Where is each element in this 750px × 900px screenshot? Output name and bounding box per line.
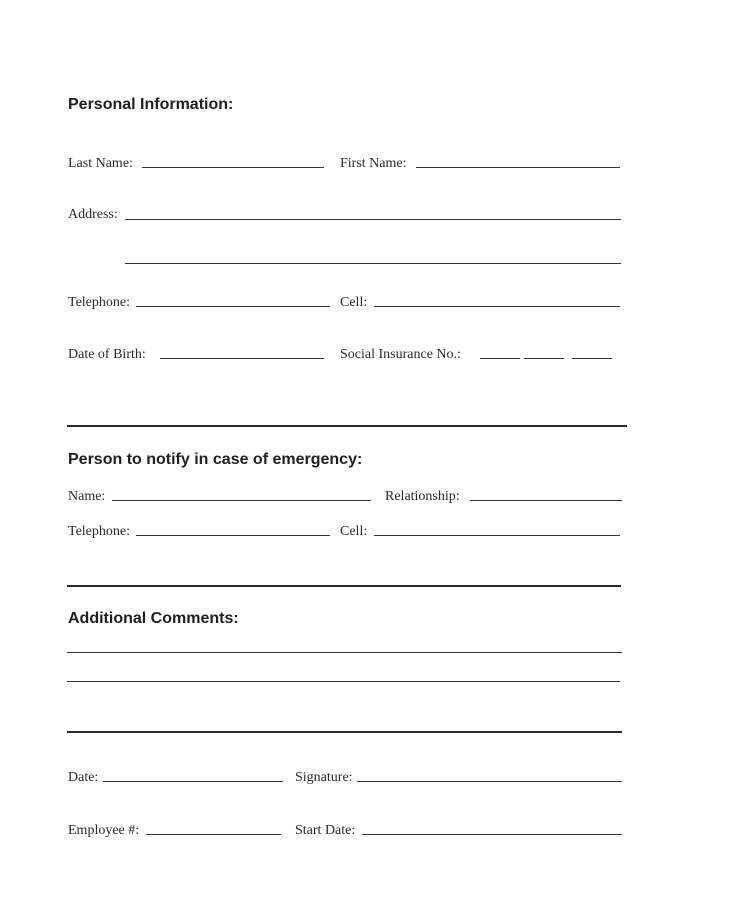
section-divider-2	[67, 585, 621, 587]
last-name-field[interactable]	[142, 167, 324, 168]
address-label: Address:	[68, 207, 118, 222]
emergency-contact-heading: Person to notify in case of emergency:	[68, 451, 363, 468]
address-field-line-2[interactable]	[125, 263, 621, 264]
emergency-name-field[interactable]	[112, 500, 371, 501]
employee-number-label: Employee #:	[68, 823, 140, 838]
personal-information-heading: Personal Information:	[68, 96, 234, 113]
date-of-birth-label: Date of Birth:	[68, 347, 146, 362]
sin-field-part-3[interactable]	[572, 358, 612, 359]
comments-line-1[interactable]	[67, 652, 622, 653]
cell-label: Cell:	[340, 295, 368, 310]
employee-number-field[interactable]	[146, 834, 281, 835]
emergency-name-label: Name:	[68, 489, 106, 504]
first-name-field[interactable]	[416, 167, 620, 168]
emergency-telephone-field[interactable]	[136, 535, 330, 536]
start-date-field[interactable]	[362, 834, 622, 835]
relationship-label: Relationship:	[385, 489, 460, 504]
additional-comments-heading: Additional Comments:	[68, 610, 239, 627]
relationship-field[interactable]	[470, 500, 622, 501]
signature-label: Signature:	[295, 770, 353, 785]
signature-field[interactable]	[357, 781, 622, 782]
section-divider-1	[67, 425, 627, 427]
start-date-label: Start Date:	[295, 823, 356, 838]
date-field[interactable]	[103, 781, 283, 782]
last-name-label: Last Name:	[68, 156, 133, 171]
telephone-field[interactable]	[136, 306, 330, 307]
emergency-cell-field[interactable]	[374, 535, 620, 536]
address-field-line-1[interactable]	[125, 219, 621, 220]
emergency-cell-label: Cell:	[340, 524, 368, 539]
section-divider-3	[67, 731, 622, 733]
social-insurance-label: Social Insurance No.:	[340, 347, 461, 362]
date-of-birth-field[interactable]	[160, 358, 324, 359]
sin-field-part-2[interactable]	[524, 358, 564, 359]
emergency-telephone-label: Telephone:	[68, 524, 130, 539]
telephone-label: Telephone:	[68, 295, 130, 310]
first-name-label: First Name:	[340, 156, 407, 171]
date-label: Date:	[68, 770, 99, 785]
sin-field-part-1[interactable]	[480, 358, 520, 359]
comments-line-2[interactable]	[67, 681, 620, 682]
cell-field[interactable]	[374, 306, 620, 307]
